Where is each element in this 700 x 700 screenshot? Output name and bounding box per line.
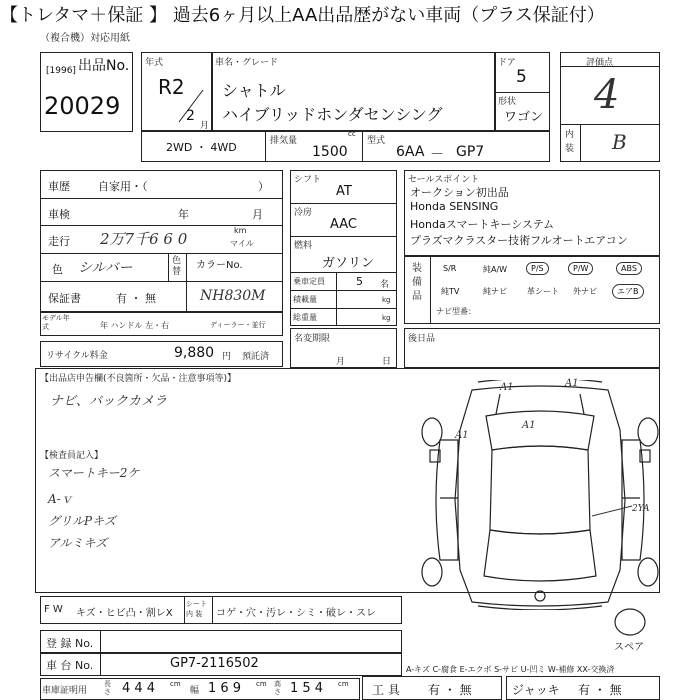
lot-number: 20029 xyxy=(44,92,121,120)
equip-leather-seat: 革シート xyxy=(522,284,564,299)
length-label: 長さ xyxy=(104,680,111,696)
equip-oem-navi: 純ナビ xyxy=(478,284,512,299)
inspection-month: 月 xyxy=(252,208,263,221)
jack-label: ジャッキ xyxy=(512,683,560,697)
spare-label: スペア xyxy=(614,642,644,653)
history-close: ） xyxy=(258,180,269,193)
equip-power-steering: P/S xyxy=(526,262,549,275)
sales-point-item: プラズマクラスター技術フルオートエアコン xyxy=(410,234,628,247)
width-unit: cm xyxy=(256,680,267,688)
color-value: シルバー xyxy=(78,260,133,276)
length-unit: cm xyxy=(170,680,181,688)
damage-mark: A1 xyxy=(522,420,536,431)
capacity-unit: 名 xyxy=(380,280,390,290)
fw-label: F W xyxy=(44,604,63,615)
km-unit: km xyxy=(234,226,247,235)
model-prefix: 6AA xyxy=(396,144,425,160)
seat-label: シート内 装 xyxy=(186,600,207,618)
chassis-number: GP7-2116502 xyxy=(170,656,259,671)
car-name: シャトル xyxy=(222,81,286,100)
sales-point-label: セールスポイント xyxy=(408,175,480,185)
inspector-note: グリルPキズ xyxy=(48,514,116,528)
jack-value: 有 ・ 無 xyxy=(578,683,622,697)
damage-mark: 2YA xyxy=(632,504,650,514)
banner-title: 【トレタマ＋保証 】 過去6ヶ月以上AA出品歴がない車両（プラス保証付） xyxy=(0,0,700,32)
equipment-label: 装備品 xyxy=(412,263,422,302)
inspector-notes-label: 【検査員記入】 xyxy=(40,451,104,461)
mile-unit: マイル xyxy=(230,239,254,248)
inspector-note: アルミキズ xyxy=(48,536,108,550)
equip-aftermarket-navi: 外ナビ xyxy=(568,284,602,299)
warranty-value: 有 ・ 無 xyxy=(116,292,156,305)
later-items-box xyxy=(404,328,660,368)
ac-value: AAC xyxy=(330,217,357,232)
model-dash: － xyxy=(430,147,444,163)
month-unit: 月 xyxy=(200,121,210,131)
name-change-label: 名変期限 xyxy=(294,334,331,344)
door-count: 5 xyxy=(516,67,527,87)
damage-mark: A1 xyxy=(500,382,514,393)
mileage-value: 2万7千6 6 0 xyxy=(100,230,188,248)
registration-row xyxy=(40,630,402,654)
damage-legend: A-キズ C-腐食 E-エクボ S-サビ U-凹ミ W-補修 XX-交換済 xyxy=(406,665,615,674)
interior-grade: B xyxy=(612,130,627,154)
exhibitor-notes: ナビ、バックカメラ xyxy=(50,394,167,409)
equip-alloy-wheels: 純A/W xyxy=(478,262,512,277)
sales-point-item: Hondaスマートキーシステム xyxy=(410,218,555,231)
inspector-note: スマートキー2ケ xyxy=(48,466,140,480)
garage-cert-label: 車庫証明用 xyxy=(42,686,88,696)
shift-label: シフト xyxy=(294,175,322,185)
color-change-label: 色替 xyxy=(172,256,182,277)
height-unit: cm xyxy=(338,680,349,688)
body-type: ワゴン xyxy=(504,110,544,125)
shape-label: 形状 xyxy=(498,97,517,107)
equip-abs: ABS xyxy=(616,262,642,275)
month-value: 2 xyxy=(186,108,195,124)
score-label: 評価点 xyxy=(586,58,614,68)
shift-value: AT xyxy=(336,184,352,199)
navi-model-label: ナビ型番： xyxy=(436,307,476,316)
damage-mark: A1 xyxy=(455,430,469,441)
equip-power-windows: P/W xyxy=(568,262,593,275)
name-change-day: 日 xyxy=(382,357,392,367)
history-label: 車歴 xyxy=(48,180,70,193)
door-label: ドア xyxy=(498,58,516,68)
exhibitor-notes-label: 【出品店申告欄(不良箇所・欠品・注意事項等)】 xyxy=(40,374,237,384)
length-value: 4 4 4 xyxy=(122,681,156,696)
era-year: R2 xyxy=(158,75,185,99)
load-label: 積載量 xyxy=(293,295,317,304)
fuel-value: ガソリン xyxy=(322,256,375,271)
spare-tire-icon xyxy=(612,606,648,638)
gross-label: 総重量 xyxy=(293,313,317,322)
color-no-label: カラーNo. xyxy=(196,260,243,271)
score-value: 4 xyxy=(594,72,620,118)
drive-type: 2WD ・ 4WD xyxy=(166,141,237,154)
lot-code: [1996] xyxy=(46,66,76,76)
capacity-label: 乗車定員 xyxy=(293,277,325,286)
color-label: 色 xyxy=(52,263,63,276)
grade: ハイブリッドホンダセンシング xyxy=(222,105,443,124)
inspector-note: A-ｖ xyxy=(48,492,73,506)
interior-label: 内装 xyxy=(565,130,575,154)
recycle-unit: 円 xyxy=(222,352,232,362)
tools-label: 工 具 xyxy=(372,683,400,697)
displacement-label: 排気量 xyxy=(270,136,298,146)
inspection-year: 年 xyxy=(178,208,189,221)
name-change-month: 月 xyxy=(336,357,346,367)
registration-label: 登 録 No. xyxy=(46,637,94,650)
equip-oem-tv: 純TV xyxy=(436,284,464,299)
fw-items: キズ・ヒビ凸・割レX xyxy=(76,608,173,619)
history-value: 自家用・（ xyxy=(98,180,148,193)
model-code: GP7 xyxy=(456,144,485,160)
equip-sunroof: S/R xyxy=(438,262,461,275)
inspection-label: 車検 xyxy=(48,208,70,221)
load-unit: kg xyxy=(382,296,391,304)
dealer: ディーラー・並行 xyxy=(210,321,266,329)
height-label: 高さ xyxy=(274,680,281,696)
tools-value: 有 ・ 無 xyxy=(428,683,472,697)
damage-mark: A1 xyxy=(565,378,579,389)
recycle-note: 預託済 xyxy=(242,352,270,362)
mileage-label: 走行 xyxy=(48,235,70,248)
model-year-label: モデル年式 xyxy=(42,314,70,331)
year-label: 年式 xyxy=(145,58,164,68)
name-label: 車名・グレード xyxy=(215,58,279,68)
sales-point-item: Honda SENSING xyxy=(410,200,499,213)
damage-leader-line xyxy=(590,500,634,520)
capacity-value: 5 xyxy=(356,275,363,288)
model-label: 型式 xyxy=(367,136,386,146)
recycle-amount: 9,880 xyxy=(174,345,215,361)
cc-unit: cc xyxy=(348,130,356,138)
lot-label: 出品No. xyxy=(78,58,130,74)
warranty-label: 保証書 xyxy=(48,292,81,305)
displacement: 1500 xyxy=(312,144,348,160)
width-label: 幅 xyxy=(190,686,200,696)
width-value: 1 6 9 xyxy=(208,681,242,696)
color-no: NH830M xyxy=(200,288,266,304)
ac-label: 冷房 xyxy=(294,208,313,218)
sales-point-item: オークション初出品 xyxy=(410,186,509,199)
gross-unit: kg xyxy=(382,314,391,322)
car-damage-diagram xyxy=(420,380,660,610)
chassis-label: 車 台 No. xyxy=(46,659,94,672)
later-items-label: 後日品 xyxy=(408,334,436,344)
form-note: （複合機）対応用紙 xyxy=(40,33,130,44)
seat-items: コゲ・穴・汚レ・シミ・破レ・スレ xyxy=(216,608,376,619)
height-value: 1 5 4 xyxy=(290,681,324,696)
equip-airbag: エアB xyxy=(612,284,644,299)
handle: 年 ハンドル 左・右 xyxy=(100,321,170,330)
recycle-label: リサイクル料金 xyxy=(46,351,108,361)
fuel-label: 燃料 xyxy=(294,241,313,251)
